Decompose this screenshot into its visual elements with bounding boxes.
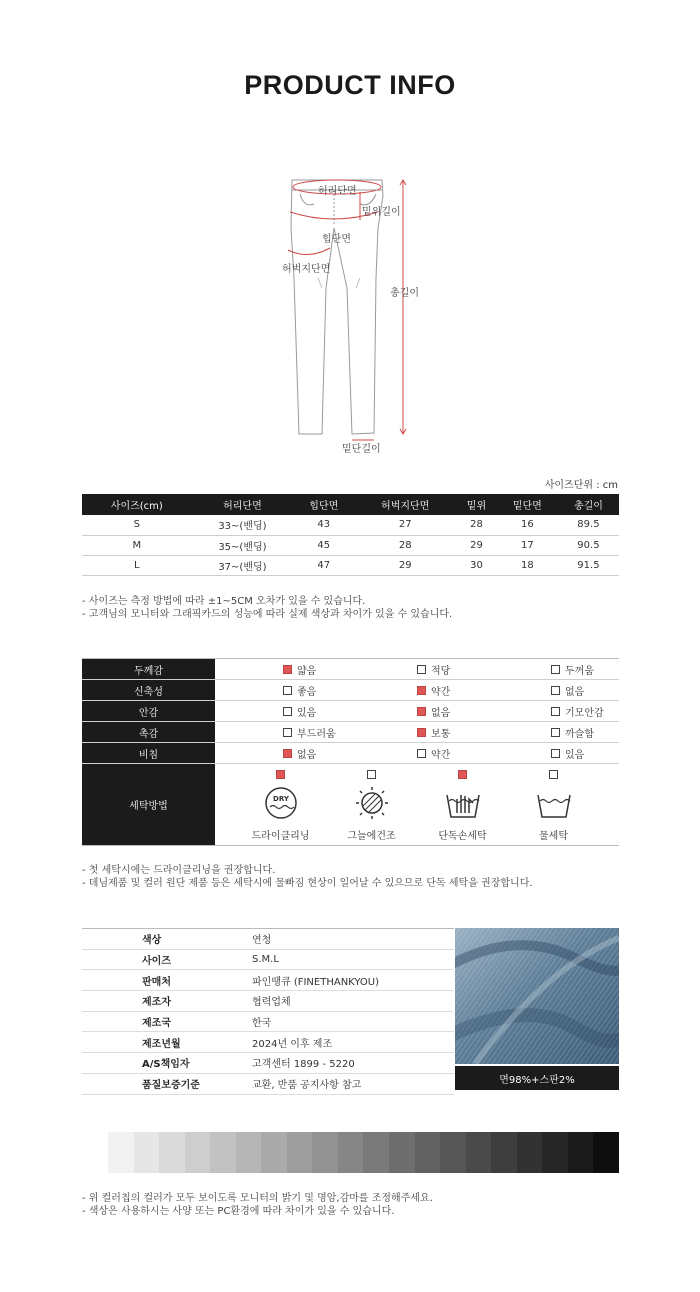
feel-option xyxy=(215,746,349,761)
option-text: 약간 xyxy=(431,749,451,761)
wash-item-label: 단독손세탁 xyxy=(438,831,487,842)
page-title: PRODUCT INFO xyxy=(244,70,456,100)
info-value: 연청 xyxy=(252,935,272,947)
checkbox-icon xyxy=(549,770,558,779)
gray-chip xyxy=(210,1132,236,1173)
feel-option xyxy=(349,662,483,677)
table-cell: 45 xyxy=(293,535,354,555)
checkbox-icon xyxy=(283,728,292,737)
col-header: 밑단면 xyxy=(497,494,558,515)
thigh-label: 허벅지단면 xyxy=(282,264,331,275)
gray-chip xyxy=(338,1132,364,1173)
info-key: 품질보증기준 xyxy=(142,1080,200,1092)
option-text: 까슬함 xyxy=(565,728,594,740)
gray-chip xyxy=(440,1132,466,1173)
fabric-feel-table xyxy=(82,658,619,846)
shade-dry-icon xyxy=(352,785,392,821)
feel-option xyxy=(483,662,617,677)
waist-label: 허리단면 xyxy=(318,186,357,197)
info-value: 한국 xyxy=(252,1018,272,1030)
feel-option xyxy=(215,725,349,740)
feel-row xyxy=(82,680,619,701)
checkbox-icon xyxy=(283,665,292,674)
checkbox-icon xyxy=(458,770,467,779)
table-cell: 37~(밴딩) xyxy=(192,555,294,575)
note-line: - 색상은 사용하시는 사양 또는 PC환경에 따라 차이가 있을 수 있습니다. xyxy=(82,1206,395,1217)
info-row xyxy=(82,991,454,1012)
table-row xyxy=(82,515,619,535)
table-cell: 89.5 xyxy=(558,515,619,535)
feel-row-label: 촉감 xyxy=(82,722,215,742)
table-cell: 29 xyxy=(456,535,497,555)
info-row xyxy=(82,929,454,950)
col-header: 허벅지단면 xyxy=(354,494,456,515)
wash-row xyxy=(82,764,619,846)
table-row xyxy=(82,535,619,555)
gray-chip xyxy=(159,1132,185,1173)
table-cell: L xyxy=(82,555,192,575)
gray-chip xyxy=(134,1132,160,1173)
feel-row xyxy=(82,743,619,764)
denim-texture-icon xyxy=(455,928,619,1064)
checkbox-icon xyxy=(276,770,285,779)
table-cell: S xyxy=(82,515,192,535)
checkbox-icon xyxy=(283,749,292,758)
info-key: 제조국 xyxy=(142,1018,171,1030)
checkbox-icon xyxy=(551,707,560,716)
info-row xyxy=(82,1012,454,1033)
wash-item xyxy=(332,764,412,845)
col-header: 허리단면 xyxy=(192,494,294,515)
info-value: 협력업체 xyxy=(252,997,291,1009)
info-value: 고객센터 1899 - 5220 xyxy=(252,1059,355,1071)
gray-chip xyxy=(389,1132,415,1173)
checkbox-icon xyxy=(367,770,376,779)
info-key: 사이즈 xyxy=(142,956,171,968)
rise-label: 밑위길이 xyxy=(362,207,401,218)
info-value: 파인땡큐 (FINETHANKYOU) xyxy=(252,976,380,988)
feel-option xyxy=(215,662,349,677)
option-text: 없음 xyxy=(431,707,451,719)
checkbox-icon xyxy=(417,707,426,716)
info-value: S.M.L xyxy=(252,954,279,966)
gray-chip xyxy=(542,1132,568,1173)
size-table xyxy=(82,494,619,576)
gray-chip xyxy=(287,1132,313,1173)
info-row xyxy=(82,950,454,971)
wash-item-label: 물세탁 xyxy=(539,831,568,842)
gray-chip xyxy=(517,1132,543,1173)
checkbox-icon xyxy=(417,686,426,695)
option-text: 좋음 xyxy=(297,686,317,698)
wash-row-label: 세탁방법 xyxy=(82,764,215,845)
gray-chip xyxy=(236,1132,262,1173)
wash-item xyxy=(241,764,321,845)
water-wash-icon xyxy=(534,785,574,821)
option-text: 있음 xyxy=(297,707,317,719)
gray-chip xyxy=(261,1132,287,1173)
table-cell: 16 xyxy=(497,515,558,535)
feel-option xyxy=(349,725,483,740)
gray-chip xyxy=(593,1132,619,1173)
feel-row xyxy=(82,659,619,680)
option-text: 기모안감 xyxy=(565,707,604,719)
feel-row xyxy=(82,722,619,743)
table-cell: 17 xyxy=(497,535,558,555)
wash-item-label: 그늘에건조 xyxy=(347,831,396,842)
fabric-composition: 면98%+스판2% xyxy=(455,1066,619,1090)
product-info-table xyxy=(82,928,454,1095)
hem-label: 밑단길이 xyxy=(342,444,381,455)
option-text: 적당 xyxy=(431,665,451,677)
feel-row xyxy=(82,701,619,722)
info-row xyxy=(82,1074,454,1095)
checkbox-icon xyxy=(283,707,292,716)
table-cell: 30 xyxy=(456,555,497,575)
length-label: 총길이 xyxy=(390,288,419,299)
pants-outline-icon xyxy=(270,168,440,458)
note-line: - 고객님의 모니터와 그래픽카드의 성능에 따라 실제 색상과 차이가 있을 수 있습니다. xyxy=(82,609,453,620)
feel-row-label: 두께감 xyxy=(82,659,215,679)
info-key: 색상 xyxy=(142,935,162,947)
pants-diagram xyxy=(270,168,440,458)
note-line: - 사이즈는 측정 방법에 따라 ±1~5CM 오차가 있을 수 있습니다. xyxy=(82,596,366,607)
gray-chip xyxy=(415,1132,441,1173)
info-value: 2024년 이후 제조 xyxy=(252,1038,333,1050)
feel-option xyxy=(483,746,617,761)
feel-option xyxy=(215,704,349,719)
col-header: 밑위 xyxy=(456,494,497,515)
color-notes xyxy=(82,1192,433,1218)
col-header: 힙단면 xyxy=(293,494,354,515)
dry-clean-icon xyxy=(261,785,301,821)
feel-row-label: 안감 xyxy=(82,701,215,721)
unit-note: 사이즈단위 : cm xyxy=(544,480,618,491)
option-text: 없음 xyxy=(297,749,317,761)
info-row xyxy=(82,970,454,991)
info-value: 교환, 반품 공지사항 참고 xyxy=(252,1080,362,1092)
checkbox-icon xyxy=(283,686,292,695)
info-key: 제조년월 xyxy=(142,1038,181,1050)
note-line: - 데님제품 및 컬러 원단 제품 등은 세탁시에 물빠짐 현상이 일어날 수 있으므로 단독 세탁을 권장합니다. xyxy=(82,878,533,889)
option-text: 두꺼움 xyxy=(565,665,594,677)
gray-chip xyxy=(363,1132,389,1173)
table-cell: 91.5 xyxy=(558,555,619,575)
size-notes xyxy=(82,595,452,621)
info-row xyxy=(82,1032,454,1053)
checkbox-icon xyxy=(417,665,426,674)
grayscale-chip-bar xyxy=(108,1132,619,1173)
gray-chip xyxy=(466,1132,492,1173)
hip-label: 힙단면 xyxy=(322,234,351,245)
hand-wash-icon xyxy=(443,785,483,821)
feel-row-label: 신축성 xyxy=(82,680,215,700)
wash-notes xyxy=(82,864,533,890)
table-cell: 18 xyxy=(497,555,558,575)
table-cell: 28 xyxy=(456,515,497,535)
table-cell: 33~(밴딩) xyxy=(192,515,294,535)
checkbox-icon xyxy=(551,749,560,758)
note-line: - 첫 세탁시에는 드라이클리닝을 권장합니다. xyxy=(82,865,276,876)
info-key: 제조자 xyxy=(142,997,171,1009)
option-text: 보통 xyxy=(431,728,451,740)
table-row xyxy=(82,555,619,575)
gray-chip xyxy=(108,1132,134,1173)
size-table-header xyxy=(82,494,619,515)
option-text: 없음 xyxy=(565,686,585,698)
note-line: - 위 컬러칩의 컬러가 모두 보이도록 모니터의 밝기 및 명암,감마를 조정해주세요. xyxy=(82,1193,433,1204)
gray-chip xyxy=(491,1132,517,1173)
table-cell: 90.5 xyxy=(558,535,619,555)
gray-chip xyxy=(312,1132,338,1173)
feel-option xyxy=(215,683,349,698)
feel-row-label: 비침 xyxy=(82,743,215,763)
feel-option xyxy=(349,704,483,719)
feel-option xyxy=(483,704,617,719)
info-key: 판매처 xyxy=(142,976,171,988)
table-cell: M xyxy=(82,535,192,555)
col-header: 사이즈(cm) xyxy=(82,494,192,515)
feel-option xyxy=(349,746,483,761)
option-text: 부드러움 xyxy=(297,728,336,740)
checkbox-icon xyxy=(417,728,426,737)
info-key: A/S책임자 xyxy=(142,1059,190,1071)
option-text: 있음 xyxy=(565,749,585,761)
wash-item-label: 드라이클리닝 xyxy=(251,831,310,842)
checkbox-icon xyxy=(551,728,560,737)
option-text: 얇음 xyxy=(297,665,317,677)
gray-chip xyxy=(568,1132,594,1173)
col-header: 총길이 xyxy=(558,494,619,515)
table-cell: 47 xyxy=(293,555,354,575)
checkbox-icon xyxy=(551,686,560,695)
info-row xyxy=(82,1053,454,1074)
dry-badge-text: DRY xyxy=(272,795,289,803)
fabric-swatch-image xyxy=(455,928,619,1064)
feel-option xyxy=(483,725,617,740)
wash-item xyxy=(514,764,594,845)
feel-option xyxy=(483,683,617,698)
table-cell: 29 xyxy=(354,555,456,575)
table-cell: 43 xyxy=(293,515,354,535)
table-cell: 35~(밴딩) xyxy=(192,535,294,555)
feel-option xyxy=(349,683,483,698)
checkbox-icon xyxy=(417,749,426,758)
gray-chip xyxy=(185,1132,211,1173)
checkbox-icon xyxy=(551,665,560,674)
table-cell: 28 xyxy=(354,535,456,555)
table-cell: 27 xyxy=(354,515,456,535)
option-text: 약간 xyxy=(431,686,451,698)
wash-item xyxy=(423,764,503,845)
